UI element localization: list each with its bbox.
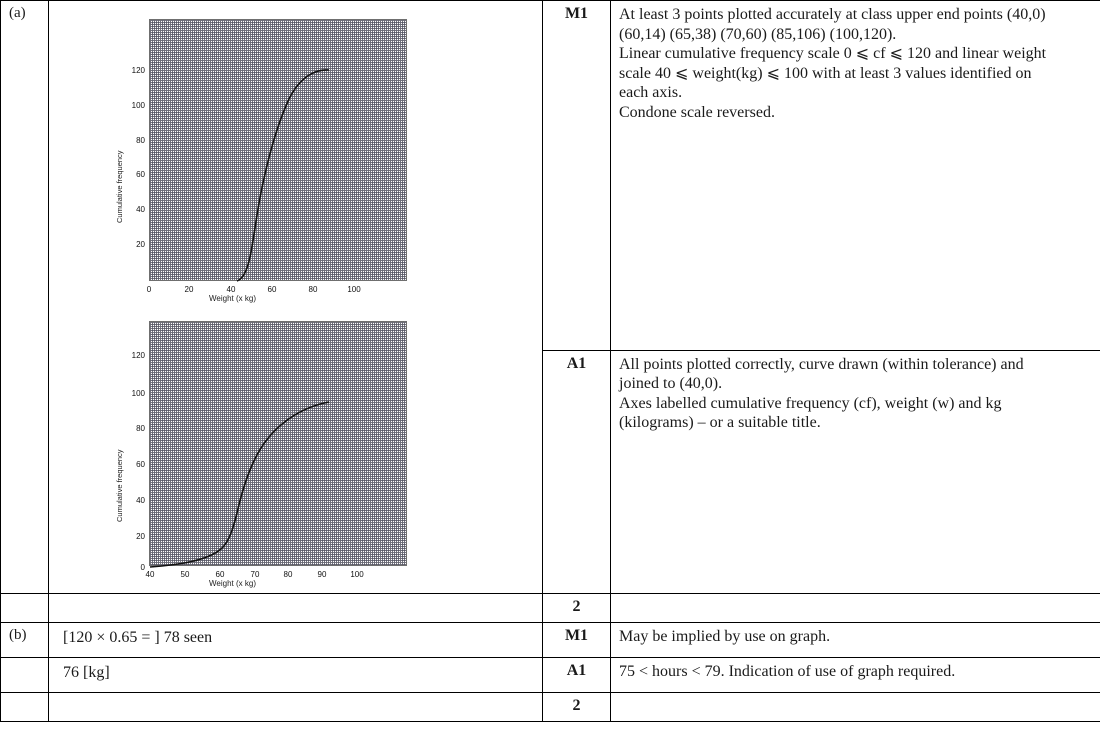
- mark-code: M1: [543, 1, 611, 351]
- graph-2-ytick: 20: [136, 532, 145, 541]
- graph-1-xtick: 80: [308, 285, 318, 294]
- graph-2-xtick: 80: [283, 570, 293, 579]
- table-row: [1, 693, 1100, 722]
- question-label: (a): [1, 1, 49, 594]
- graph-2-ytick: 100: [131, 389, 145, 398]
- graph-container: [57, 13, 549, 587]
- mark-total: 2: [543, 594, 611, 623]
- answer-workspace: [49, 594, 543, 623]
- cumulative-frequency-graph-2: [97, 317, 397, 587]
- graph-2-ytick: 0: [140, 563, 145, 572]
- note-line: Linear cumulative frequency scale 0 ⩽ cf ⩽ 120 and linear weight: [619, 45, 1047, 63]
- note-line: Axes labelled cumulative frequency (cf), weight (w) and kg: [619, 394, 1002, 412]
- note-line: Condone scale reversed.: [619, 103, 775, 121]
- answer-workspace: [49, 658, 543, 693]
- graph-1-ytick: 120: [131, 66, 145, 75]
- question-label: [1, 693, 49, 722]
- notes-cell: [611, 1, 1100, 351]
- graph-1-y-axis-label: Cumulative frequency: [115, 150, 124, 223]
- graph-2-xtick: 50: [180, 570, 190, 579]
- graph-2-xtick: 40: [145, 570, 155, 579]
- question-label: [1, 594, 49, 623]
- graph-1-curve: [97, 13, 397, 303]
- question-label: [1, 658, 49, 693]
- graph-1-xtick: 60: [267, 285, 277, 294]
- graph-2-ytick: 60: [136, 460, 145, 469]
- mark-code: M1: [543, 623, 611, 658]
- graph-1-ytick: 20: [136, 240, 145, 249]
- answer-workspace: [49, 623, 543, 658]
- note-line: scale 40 ⩽ weight(kg) ⩽ 100 with at least 3 values identified on: [619, 64, 1032, 82]
- graph-1-xtick: 20: [184, 285, 194, 294]
- note-line: All points plotted correctly, curve drawn (within tolerance) and: [619, 355, 1024, 373]
- question-label: (b): [1, 623, 49, 658]
- notes-cell: [611, 594, 1100, 623]
- graph-1-ytick: 100: [131, 101, 145, 110]
- graph-1-ytick: 40: [136, 205, 145, 214]
- graph-1-xtick: 40: [226, 285, 236, 294]
- answer-workspace: [49, 693, 543, 722]
- graph-2-xtick: 70: [250, 570, 260, 579]
- working-line: 76 [kg]: [63, 664, 110, 681]
- note-line: each axis.: [619, 84, 683, 102]
- graph-1-xtick: 100: [347, 285, 361, 294]
- graph-2-xtick: 100: [350, 570, 364, 579]
- working-line: [120 × 0.65 = ] 78 seen: [63, 629, 213, 646]
- table-row: [1, 1, 1100, 351]
- notes-cell: [611, 658, 1100, 693]
- graph-2-xtick: 90: [317, 570, 327, 579]
- graph-2-ytick: 80: [136, 424, 145, 433]
- table-row: [1, 658, 1100, 693]
- graph-2-curve: [97, 317, 397, 587]
- graph-2-x-axis-label: Weight (x kg): [209, 579, 256, 588]
- note-line: (60,14) (65,38) (70,60) (85,106) (100,120).: [619, 25, 897, 43]
- note-line: May be implied by use on graph.: [619, 628, 831, 645]
- graph-1-x-axis-label: Weight (x kg): [209, 294, 256, 303]
- table-row: [1, 623, 1100, 658]
- notes-cell: [611, 623, 1100, 658]
- table-row: [1, 594, 1100, 623]
- graph-2-xtick: 60: [215, 570, 225, 579]
- notes-cell: [611, 350, 1100, 593]
- graph-2-ytick: 40: [136, 496, 145, 505]
- note-line: joined to (40,0).: [619, 375, 723, 393]
- graph-1-xtick: 0: [146, 285, 152, 294]
- graph-2-y-axis-label: Cumulative frequency: [115, 449, 124, 522]
- cumulative-frequency-graph-1: [97, 13, 397, 303]
- graph-1-ytick: 80: [136, 136, 145, 145]
- mark-total: 2: [543, 693, 611, 722]
- note-line: (kilograms) – or a suitable title.: [619, 414, 821, 432]
- answer-workspace-graphs: [49, 1, 543, 594]
- note-line: 75 < hours < 79. Indication of use of graph required.: [619, 663, 956, 680]
- note-line: At least 3 points plotted accurately at class upper end points (40,0): [619, 6, 1046, 23]
- mark-code: A1: [543, 658, 611, 693]
- graph-1-ytick: 60: [136, 170, 145, 179]
- graph-2-ytick: 120: [131, 351, 145, 360]
- mark-code: A1: [543, 350, 611, 593]
- notes-cell: [611, 693, 1100, 722]
